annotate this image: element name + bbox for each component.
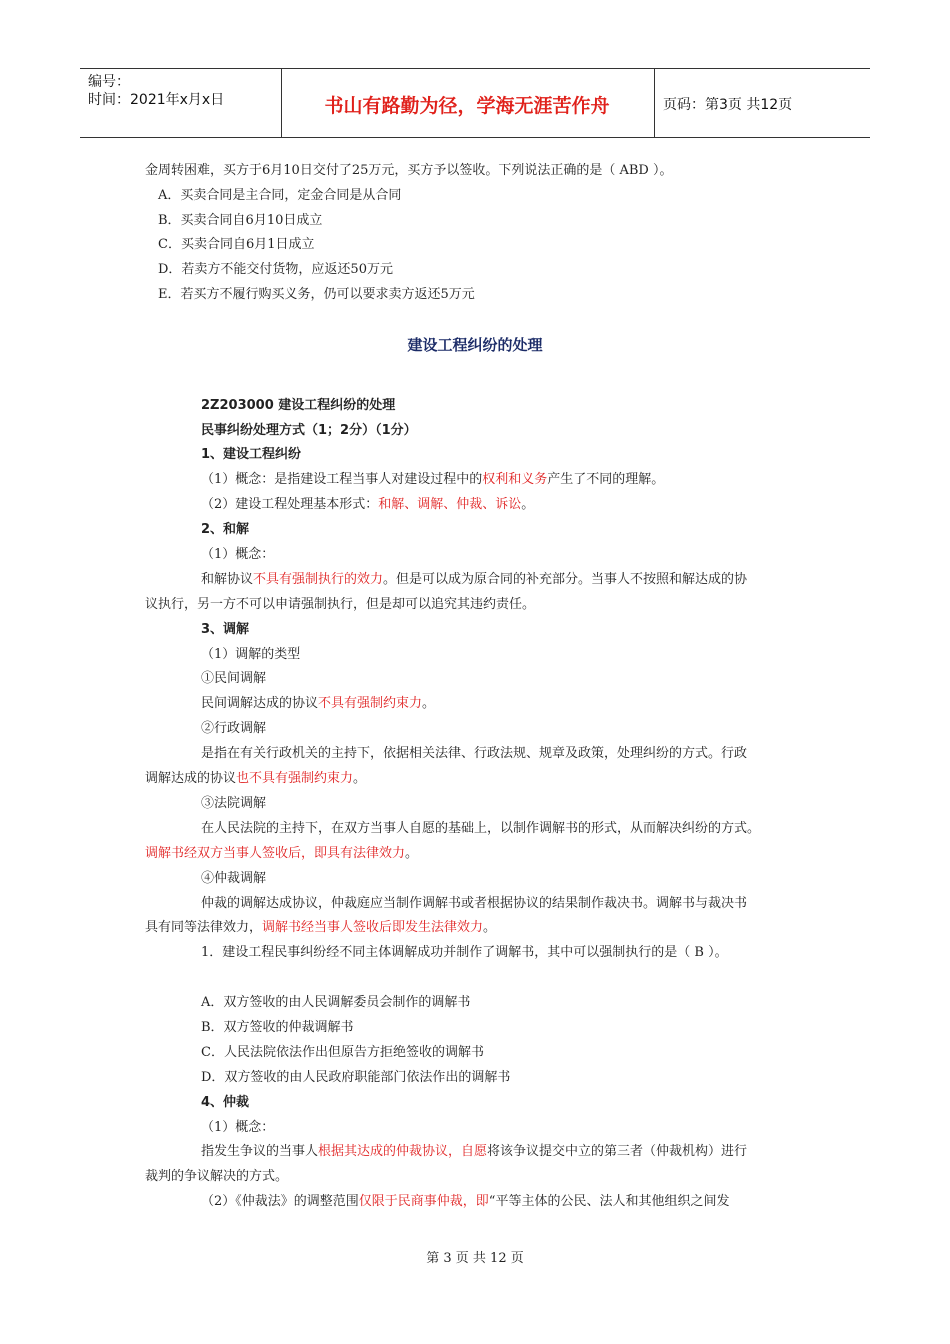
text-line — [145, 1168, 288, 1186]
text-segment: ②行政调解 — [201, 721, 267, 736]
highlighted-text: 和解、调解、仲裁、诉讼 — [378, 497, 522, 512]
text-line — [201, 870, 266, 888]
text-line — [201, 670, 266, 688]
text-line — [201, 1193, 729, 1211]
text-segment: C．人民法院依法作出但原告方拒绝签收的调解书 — [201, 1045, 484, 1060]
text-segment: 2、和解 — [201, 522, 250, 537]
text-segment: 3、调解 — [201, 622, 250, 637]
text-segment: 和解协议 — [201, 572, 254, 587]
text-segment: 2Z203000 建设工程纠纷的处理 — [201, 398, 396, 413]
text-segment: 1．建设工程民事纠纷经不同主体调解成功并制作了调解书，其中可以强制执行的是（ B ）。 — [201, 945, 728, 960]
text-segment: 民事纠纷处理方式（1；2分）（1分） — [201, 423, 417, 438]
text-line — [201, 1094, 249, 1112]
text-segment: 。 — [483, 920, 497, 935]
text-segment: 是指在有关行政机关的主持下，依据相关法律、行政法规、规章及政策，处理纠纷的方式。行政 — [201, 746, 748, 761]
text-segment: 具有同等法律效力， — [145, 920, 263, 935]
text-line — [201, 446, 301, 464]
text-line — [201, 1143, 747, 1161]
text-segment: 在人民法院的主持下，在双方当事人自愿的基础上，以制作调解书的形式，从而解决纠纷的方式。 — [201, 821, 761, 836]
text-line — [145, 845, 418, 863]
page-header — [80, 68, 870, 138]
text-line — [158, 236, 315, 254]
highlighted-text: 权利和义务 — [482, 472, 548, 487]
text-line — [201, 621, 249, 639]
text-segment: 。 — [353, 771, 367, 786]
text-segment: 将该争议提交中立的第三者（仲裁机构）进行 — [487, 1144, 748, 1159]
text-segment: 金周转困难，买方于6月10日交付了25万元，买方予以签收。下列说法正确的是（ ABD ）。 — [145, 163, 673, 178]
text-segment: A．买卖合同是主合同，定金合同是从合同 — [158, 188, 402, 203]
text-segment: 议执行，另一方不可以申请强制执行，但是却可以追究其违约责任。 — [145, 597, 536, 612]
section-title: 建设工程纠纷的处理 — [407, 336, 543, 354]
text-line — [201, 720, 266, 738]
text-line — [158, 261, 393, 279]
text-line — [201, 820, 760, 838]
text-line — [201, 471, 664, 489]
text-segment: 民间调解达成的协议 — [201, 696, 319, 711]
text-segment: （1）调解的类型 — [201, 647, 301, 662]
header-motto: 书山有路勤为径，学海无涯苦作舟 — [324, 95, 610, 117]
text-line — [158, 212, 322, 230]
text-line — [201, 994, 470, 1012]
text-segment: “平等主体的公民、法人和其他组织之间发 — [488, 1194, 730, 1209]
text-line — [201, 1044, 484, 1062]
text-segment: 裁判的争议解决的方式。 — [145, 1169, 289, 1184]
page-footer: 第 3 页 共 12 页 — [426, 1251, 524, 1266]
text-segment: 。 — [521, 497, 535, 512]
text-segment: B．双方签收的仲裁调解书 — [201, 1020, 354, 1035]
text-segment: 。 — [422, 696, 436, 711]
text-line — [201, 571, 747, 589]
text-segment: B．买卖合同自6月10日成立 — [158, 213, 323, 228]
text-line — [201, 496, 534, 514]
text-line — [201, 745, 747, 763]
text-line — [145, 919, 496, 937]
text-segment: （1）概念： — [201, 1120, 275, 1135]
text-line — [201, 521, 249, 539]
text-segment: ③法院调解 — [201, 796, 267, 811]
text-line — [201, 422, 417, 440]
text-line — [201, 646, 300, 664]
text-segment: （1）概念： — [201, 547, 275, 562]
text-line — [201, 1119, 274, 1137]
text-line — [145, 770, 366, 788]
text-segment: 1、建设工程纠纷 — [201, 447, 302, 462]
document-number-label: 编号： — [88, 74, 130, 90]
text-segment: 。但是可以成为原合同的补充部分。当事人不按照和解达成的协 — [383, 572, 748, 587]
text-line — [201, 546, 274, 564]
text-segment: 产生了不同的理解。 — [547, 472, 665, 487]
text-line — [201, 944, 728, 962]
highlighted-text: 调解书经当事人签收后即发生法律效力 — [262, 920, 484, 935]
header-left — [88, 73, 224, 109]
text-segment: 指发生争议的当事人 — [201, 1144, 319, 1159]
text-line — [201, 795, 266, 813]
text-segment: （2）建设工程处理基本形式： — [201, 497, 379, 512]
highlighted-text: 也不具有强制约束力 — [236, 771, 354, 786]
text-line — [201, 895, 747, 913]
document-date-label: 时间：2021年x月x日 — [88, 92, 225, 108]
text-line — [201, 1069, 510, 1087]
text-segment: C．买卖合同自6月1日成立 — [158, 237, 315, 252]
header-divider — [654, 69, 655, 137]
text-line — [145, 162, 672, 180]
text-segment: 。 — [405, 846, 419, 861]
highlighted-text: 调解书经双方当事人签收后，即具有法律效力 — [145, 846, 406, 861]
text-line — [201, 1019, 354, 1037]
text-segment: E．若买方不履行购买义务，仍可以要求卖方返还5万元 — [158, 287, 475, 302]
highlighted-text: 不具有强制约束力 — [318, 696, 423, 711]
text-segment: 仲裁的调解达成协议，仲裁庭应当制作调解书或者根据协议的结果制作裁决书。调解书与裁决书 — [201, 896, 748, 911]
text-segment: 4、仲裁 — [201, 1095, 250, 1110]
header-page-info: 页码：第3页 共12页 — [663, 97, 793, 113]
highlighted-text: 根据其达成的仲裁协议，自愿 — [318, 1144, 488, 1159]
highlighted-text: 仅限于民商事仲裁，即 — [358, 1194, 489, 1209]
highlighted-text: 不具有强制执行的效力 — [253, 572, 384, 587]
text-line — [145, 596, 535, 614]
text-segment: D．双方签收的由人民政府职能部门依法作出的调解书 — [201, 1070, 511, 1085]
text-line — [158, 187, 401, 205]
text-line — [158, 286, 475, 304]
text-segment: D．若卖方不能交付货物，应返还50万元 — [158, 262, 393, 277]
text-segment: （2）《仲裁法》的调整范围 — [201, 1194, 359, 1209]
text-line — [201, 695, 435, 713]
text-line — [201, 397, 395, 415]
text-segment: ①民间调解 — [201, 671, 267, 686]
text-segment: 调解达成的协议 — [145, 771, 237, 786]
text-segment: （1）概念：是指建设工程当事人对建设过程中的 — [201, 472, 483, 487]
text-segment: ④仲裁调解 — [201, 871, 267, 886]
text-segment: A．双方签收的由人民调解委员会制作的调解书 — [201, 995, 471, 1010]
